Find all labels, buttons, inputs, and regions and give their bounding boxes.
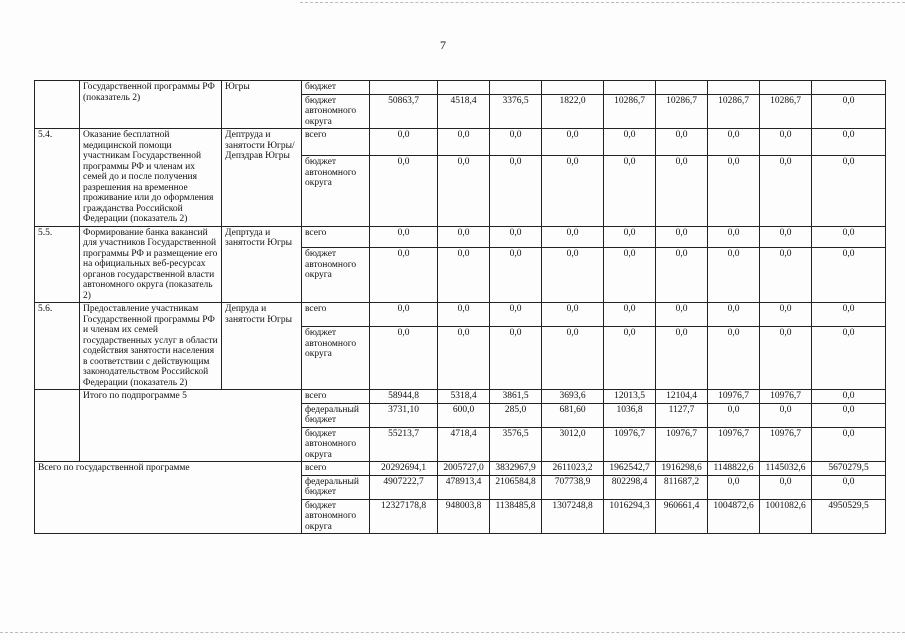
value-cell: 0,0 [760,248,812,303]
value-cell: 0,0 [760,129,812,156]
value-cell: 0,0 [812,94,886,129]
value-cell: 0,0 [760,475,812,499]
value-cell: 4950529,5 [812,499,886,534]
value-cell [542,81,604,95]
value-cell: 3693,6 [542,390,604,404]
value-cell: 1822,0 [542,94,604,129]
value-cell: 0,0 [708,156,760,226]
value-cell: 1004872,6 [708,499,760,534]
value-cell: 4907222,7 [370,475,438,499]
table-row [35,129,886,156]
value-cell [438,81,490,95]
value-cell: 285,0 [490,403,542,427]
value-cell: 681,60 [542,403,604,427]
value-cell: 0,0 [438,327,490,390]
value-cell: 10976,7 [708,427,760,462]
value-cell: 0,0 [812,226,886,248]
value-cell: 1001082,6 [760,499,812,534]
value-cell: 0,0 [708,248,760,303]
value-cell: 1916298,6 [656,462,708,476]
value-cell: 478913,4 [438,475,490,499]
value-cell: 0,0 [370,248,438,303]
table-row [35,226,886,248]
value-cell: 3376,5 [490,94,542,129]
item-name: Предоставление участникам Государственной программы РФ и членам их семей государственных услуг в области содействия занятости населения в соответствии с действующим законодательством Российской Федерации (показатель 2) [80,303,222,390]
source-cell: бюджет автономного округа [302,156,370,226]
value-cell: 1127,7 [656,403,708,427]
value-cell: 0,0 [438,129,490,156]
source-cell: бюджет автономного округа [302,499,370,534]
value-cell: 0,0 [604,248,656,303]
source-cell: всего [302,129,370,156]
value-cell: 3576,5 [490,427,542,462]
value-cell: 0,0 [812,427,886,462]
value-cell [708,81,760,95]
value-cell: 0,0 [370,303,438,327]
value-cell: 10286,7 [760,94,812,129]
value-cell: 0,0 [760,226,812,248]
value-cell: 0,0 [542,248,604,303]
scan-artifact-top [300,2,905,4]
value-cell [760,81,812,95]
source-cell: федеральный бюджет [302,475,370,499]
value-cell: 0,0 [542,303,604,327]
table-row [35,81,886,95]
value-cell: 4718,4 [438,427,490,462]
value-cell: 960661,4 [656,499,708,534]
value-cell: 0,0 [542,327,604,390]
value-cell: 802298,4 [604,475,656,499]
value-cell: 0,0 [812,129,886,156]
value-cell: 0,0 [812,327,886,390]
value-cell: 0,0 [760,156,812,226]
value-cell [812,81,886,95]
value-cell: 2106584,8 [490,475,542,499]
value-cell: 58944,8 [370,390,438,404]
value-cell: 0,0 [370,129,438,156]
value-cell: 0,0 [708,403,760,427]
source-cell: бюджет автономного округа [302,427,370,462]
value-cell: 1016294,3 [604,499,656,534]
item-executor: Депртуда и занятости Югры [222,226,302,303]
value-cell: 10976,7 [708,390,760,404]
value-cell: 0,0 [438,303,490,327]
total-label: Всего по государственной программе [35,462,302,534]
value-cell: 0,0 [656,303,708,327]
value-cell: 0,0 [490,226,542,248]
value-cell: 3832967,9 [490,462,542,476]
item-executor: Дептруда и занятости Югры/Депздрав Югры [222,129,302,227]
item-number [35,81,80,129]
source-cell: всего [302,226,370,248]
value-cell: 0,0 [812,248,886,303]
source-cell: всего [302,303,370,327]
value-cell: 0,0 [490,303,542,327]
value-cell: 0,0 [438,156,490,226]
value-cell: 2005727,0 [438,462,490,476]
value-cell: 0,0 [760,303,812,327]
table-row [35,303,886,327]
value-cell: 1148822,6 [708,462,760,476]
value-cell: 948003,8 [438,499,490,534]
value-cell: 600,0 [438,403,490,427]
item-executor: Югры [222,81,302,129]
value-cell: 0,0 [490,248,542,303]
value-cell: 1036,8 [604,403,656,427]
value-cell: 20292694,1 [370,462,438,476]
value-cell: 0,0 [604,303,656,327]
value-cell: 0,0 [708,226,760,248]
value-cell: 0,0 [708,475,760,499]
item-name: Оказание бесплатной медицинской помощи участникам Государственной программы РФ и членам их семей до и после получения разрешения на временное проживание или до оформления гражданства Российской Федерации (показатель 2) [80,129,222,227]
value-cell: 0,0 [542,156,604,226]
source-cell: бюджет автономного округа [302,327,370,390]
value-cell: 0,0 [656,226,708,248]
value-cell: 50863,7 [370,94,438,129]
source-cell: бюджет автономного округа [302,94,370,129]
value-cell: 0,0 [604,156,656,226]
value-cell: 0,0 [438,248,490,303]
item-number: 5.6. [35,303,80,390]
value-cell: 1145032,6 [760,462,812,476]
value-cell: 10286,7 [604,94,656,129]
value-cell: 10976,7 [656,427,708,462]
item-number: 5.4. [35,129,80,227]
value-cell: 0,0 [760,403,812,427]
value-cell [490,81,542,95]
value-cell: 0,0 [604,129,656,156]
source-cell: всего [302,390,370,404]
value-cell [370,81,438,95]
value-cell: 0,0 [656,248,708,303]
value-cell: 0,0 [370,156,438,226]
value-cell: 10286,7 [656,94,708,129]
value-cell: 55213,7 [370,427,438,462]
source-cell: всего [302,462,370,476]
value-cell: 0,0 [656,327,708,390]
value-cell [656,81,708,95]
value-cell: 0,0 [812,156,886,226]
value-cell [604,81,656,95]
value-cell: 0,0 [760,327,812,390]
value-cell: 0,0 [370,226,438,248]
value-cell: 0,0 [542,129,604,156]
value-cell: 0,0 [490,327,542,390]
value-cell: 0,0 [812,303,886,327]
value-cell: 0,0 [490,156,542,226]
source-cell: федеральный бюджет [302,403,370,427]
value-cell: 12013,5 [604,390,656,404]
scan-artifact-bottom [0,632,905,634]
value-cell: 10976,7 [760,427,812,462]
table-row [35,462,886,476]
value-cell: 10976,7 [604,427,656,462]
value-cell: 0,0 [604,327,656,390]
item-name: Государственной программы РФ (показатель 2) [80,81,222,129]
value-cell: 0,0 [438,226,490,248]
source-cell: бюджет автономного округа [302,248,370,303]
value-cell: 10976,7 [760,390,812,404]
value-cell: 5670279,5 [812,462,886,476]
value-cell: 0,0 [708,303,760,327]
value-cell: 10286,7 [708,94,760,129]
value-cell: 12327178,8 [370,499,438,534]
value-cell: 1138485,8 [490,499,542,534]
value-cell: 0,0 [656,156,708,226]
page-number: 7 [440,38,446,52]
value-cell: 0,0 [656,129,708,156]
value-cell: 12104,4 [656,390,708,404]
item-name: Формирование банка вакансий для участников Государственной программы РФ и размещение его на официальных веб-ресурсах органов государственной власти автономного округа (показатель 2) [80,226,222,303]
value-cell: 3012,0 [542,427,604,462]
value-cell: 0,0 [812,475,886,499]
item-executor: Депруда и занятости Югры [222,303,302,390]
value-cell: 3861,5 [490,390,542,404]
budget-table [34,80,886,534]
value-cell: 0,0 [708,327,760,390]
subtotal-label: Итого по подпрограмме 5 [80,390,302,462]
value-cell: 4518,4 [438,94,490,129]
value-cell: 0,0 [812,390,886,404]
value-cell: 811687,2 [656,475,708,499]
value-cell: 5318,4 [438,390,490,404]
value-cell: 1962542,7 [604,462,656,476]
value-cell: 0,0 [370,327,438,390]
item-number: 5.5. [35,226,80,303]
table-row [35,390,886,404]
value-cell: 0,0 [812,403,886,427]
value-cell: 707738,9 [542,475,604,499]
item-number [35,390,80,462]
value-cell: 0,0 [708,129,760,156]
value-cell: 0,0 [542,226,604,248]
value-cell: 1307248,8 [542,499,604,534]
value-cell: 2611023,2 [542,462,604,476]
source-cell: бюджет [302,81,370,95]
value-cell: 3731,10 [370,403,438,427]
value-cell: 0,0 [604,226,656,248]
value-cell: 0,0 [490,129,542,156]
